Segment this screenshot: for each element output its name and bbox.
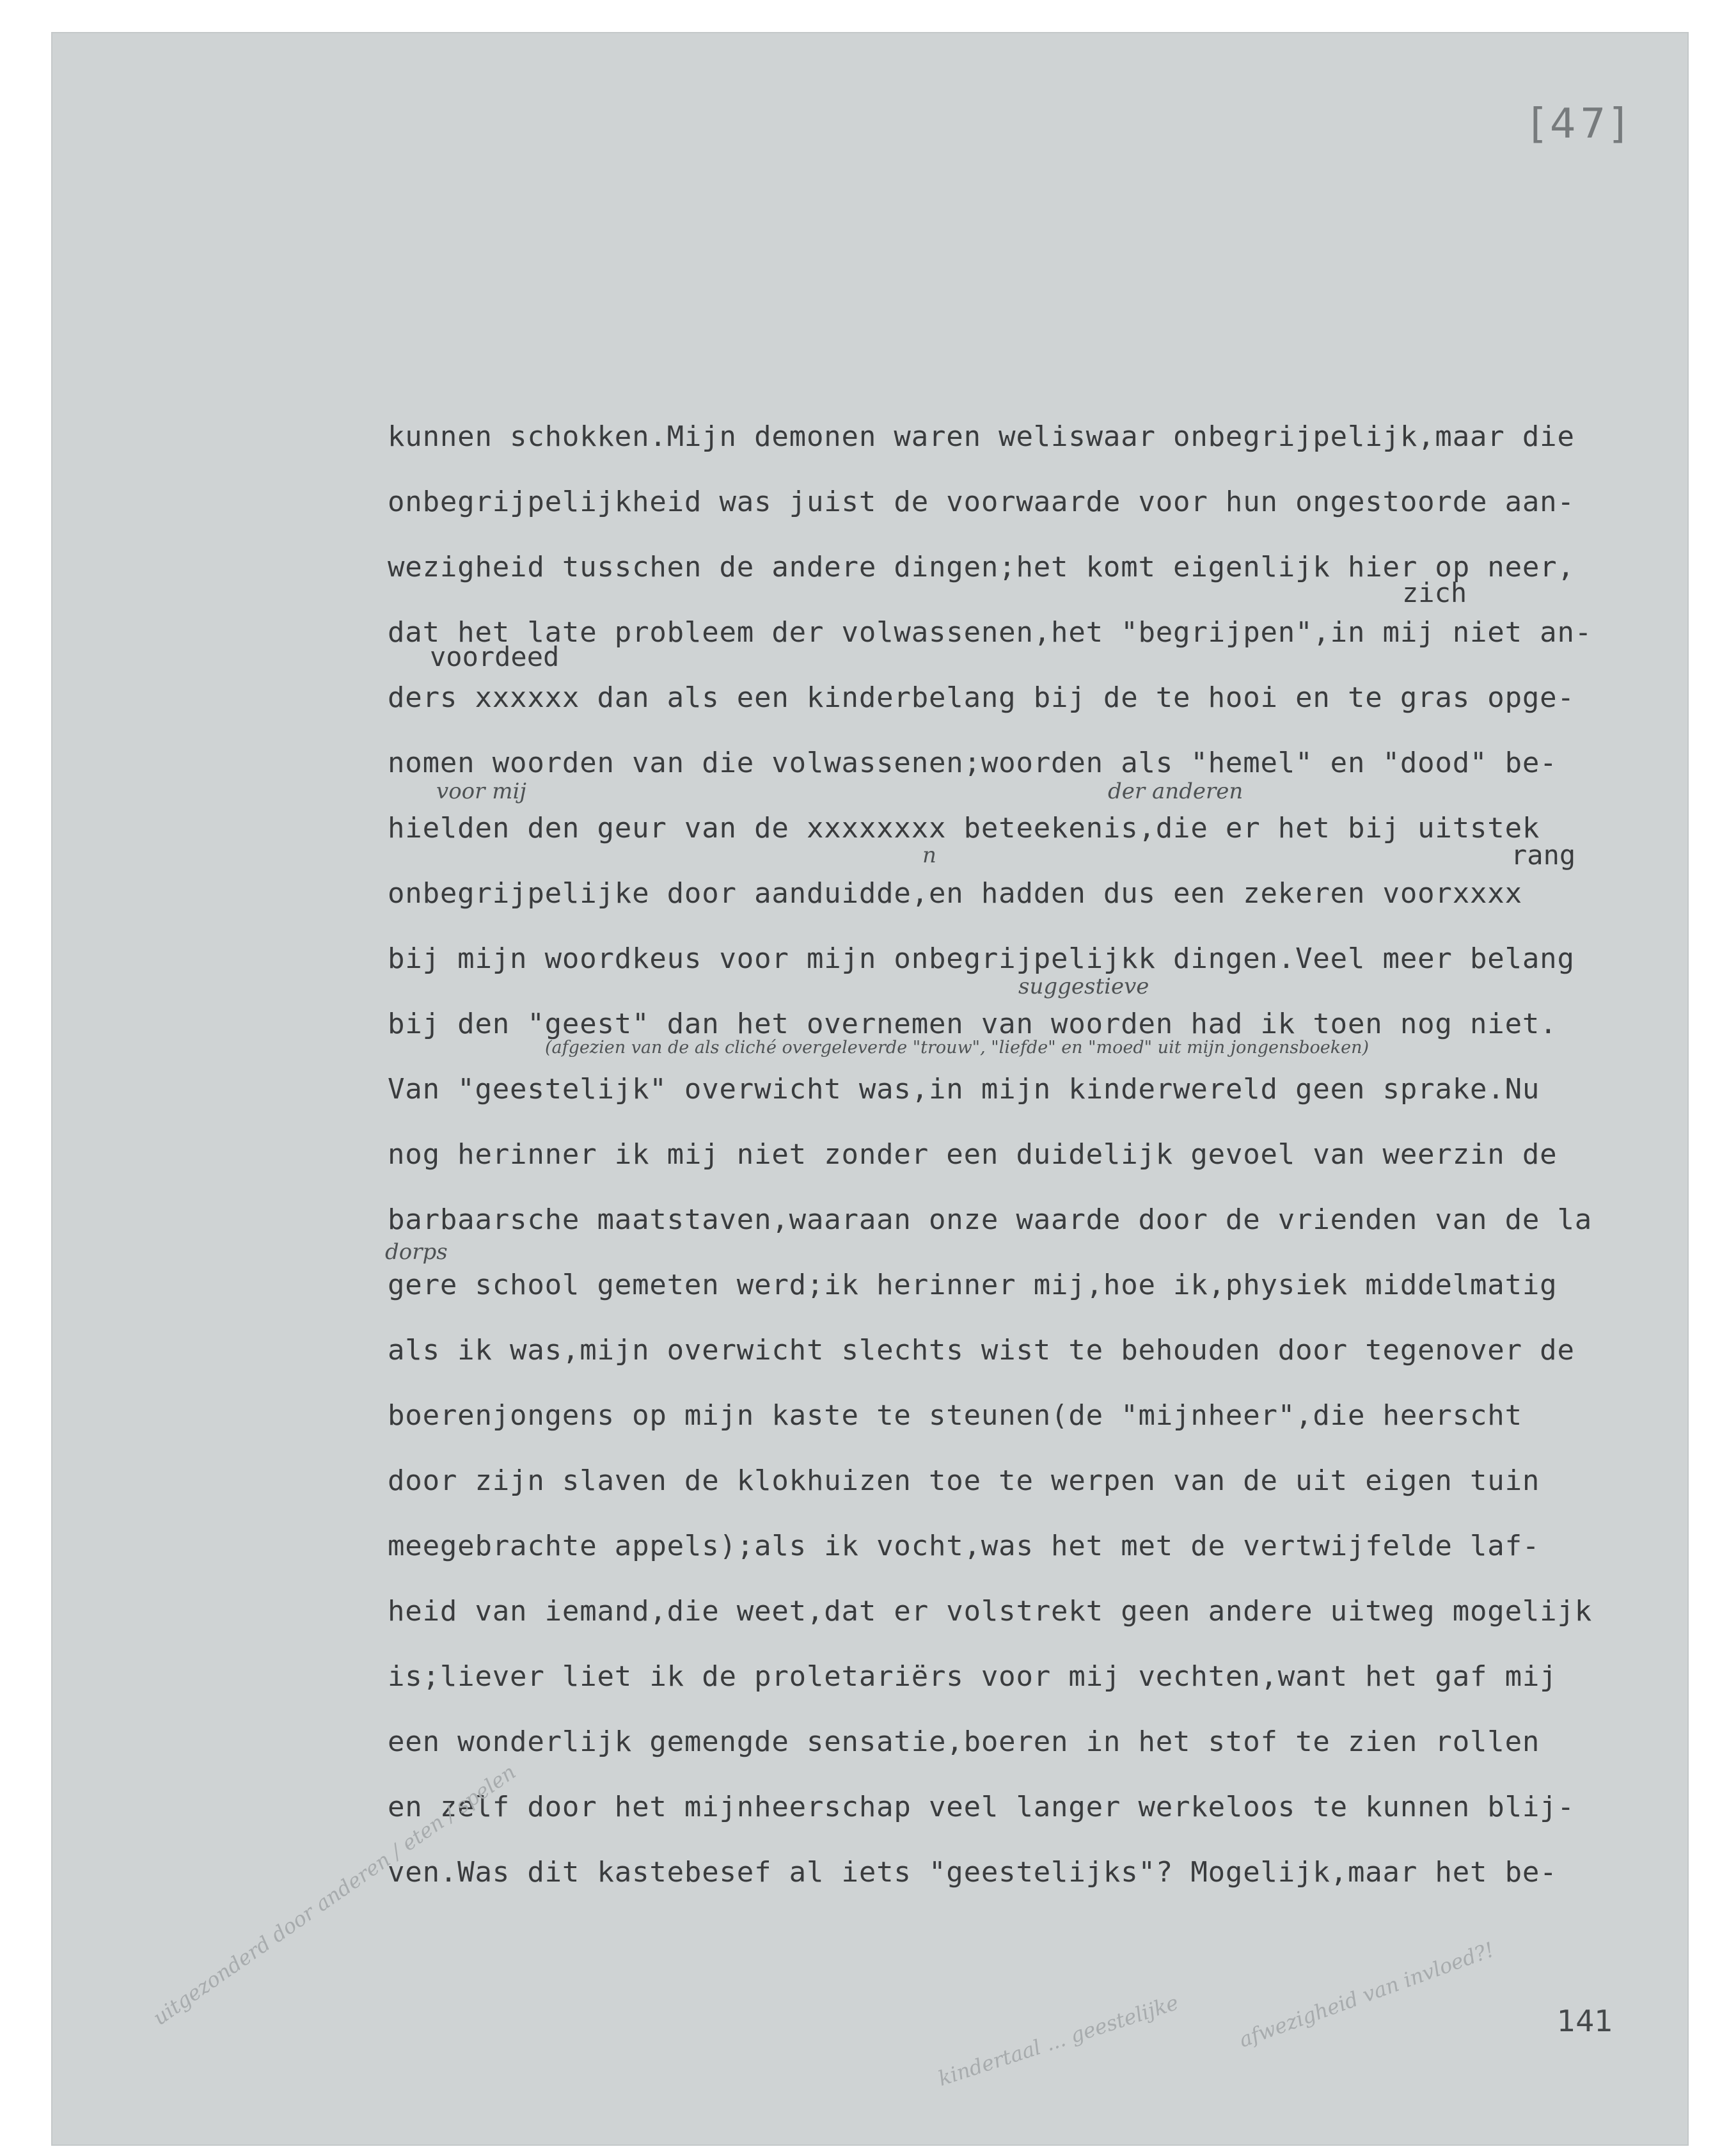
page-number: [47] [1530, 100, 1630, 148]
insertion-voordeed: voordeed [430, 641, 560, 672]
typed-line: wezigheid tusschen de andere dingen;het komt eigenlijk hier op neer, [388, 551, 1575, 583]
typed-line: gere school gemeten werd;ik herinner mij,hoe ik,physiek middelmatig [388, 1269, 1558, 1301]
pencil-note-center: kindertaal ... geestelijke [935, 1990, 1181, 2091]
margin-note: (afgezien van de als cliché overgeleverde "trouw", "liefde" en "moed" uit mijn jongensboeken) [545, 1038, 1370, 1058]
insertion-n: n [922, 843, 936, 868]
typed-line: kunnen schokken.Mijn demonen waren weliswaar onbegrijpelijk,maar die [388, 420, 1575, 453]
typed-line: een wonderlijk gemengde sensatie,boeren in het stof te zien rollen [388, 1725, 1540, 1758]
typed-line: barbaarsche maatstaven,waaraan onze waarde door de vrienden van de la [388, 1203, 1593, 1236]
insertion-suggestieve: suggestieve [1018, 974, 1149, 999]
typed-line: meegebrachte appels);als ik vocht,was het met de vertwijfelde laf- [388, 1530, 1540, 1562]
insertion-zich: zich [1402, 577, 1467, 608]
typed-line: dat het late probleem der volwassenen,het "begrijpen",in mij niet an- [388, 616, 1593, 649]
typed-line: ders xxxxxx dan als een kinderbelang bij de te hooi en te gras opge- [388, 681, 1575, 714]
typed-line: als ik was,mijn overwicht slechts wist te behouden door tegenover de [388, 1334, 1575, 1367]
typed-line: en zelf door het mijnheerschap veel langer werkeloos te kunnen blij- [388, 1791, 1575, 1823]
pencil-note-right: afwezigheid van invloed?! [1236, 1937, 1497, 2052]
typed-line: bij mijn woordkeus voor mijn onbegrijpelijkk dingen.Veel meer belang [388, 942, 1575, 975]
insertion-der-anderen: der anderen [1108, 779, 1243, 804]
typed-line: is;liever liet ik de proletariërs voor mij vechten,want het gaf mij [388, 1660, 1558, 1693]
typed-line: onbegrijpelijkheid was juist de voorwaarde voor hun ongestoorde aan- [388, 486, 1575, 518]
typed-line: nog herinner ik mij niet zonder een duidelijk gevoel van weerzin de [388, 1138, 1558, 1171]
typed-line: bij den "geest" dan het overnemen van woorden had ik toen nog niet. [388, 1008, 1558, 1040]
typescript-page [52, 33, 1687, 2144]
typed-line: ven.Was dit kastebesef al iets "geestelijks"? Mogelijk,maar het be- [388, 1856, 1558, 1889]
insertion-rang: rang [1511, 839, 1576, 871]
typed-line: door zijn slaven de klokhuizen toe te werpen van de uit eigen tuin [388, 1464, 1540, 1497]
pencil-note-left: uitgezonderd door anderen / eten / spelen [148, 1759, 521, 2031]
typed-line: heid van iemand,die weet,dat er volstrekt geen andere uitweg mogelijk [388, 1595, 1593, 1628]
typed-text-block [388, 414, 1713, 1915]
typed-line: Van "geestelijk" overwicht was,in mijn kinderwereld geen sprake.Nu [388, 1073, 1540, 1106]
insertion-dorps: dorps [385, 1239, 448, 1265]
typed-line: nomen woorden van die volwassenen;woorden als "hemel" en "dood" be- [388, 747, 1558, 779]
insertion-voor-mij: voor mij [436, 779, 526, 804]
typed-line: onbegrijpelijke door aanduidde,en hadden dus een zekeren voorxxxx [388, 877, 1522, 910]
typed-line: hielden den geur van de xxxxxxxx beteekenis,die er het bij uitstek [388, 812, 1540, 844]
typed-line: boerenjongens op mijn kaste te steunen(de "mijnheer",die heerscht [388, 1399, 1522, 1432]
folio-number: 141 [1557, 2004, 1613, 2038]
